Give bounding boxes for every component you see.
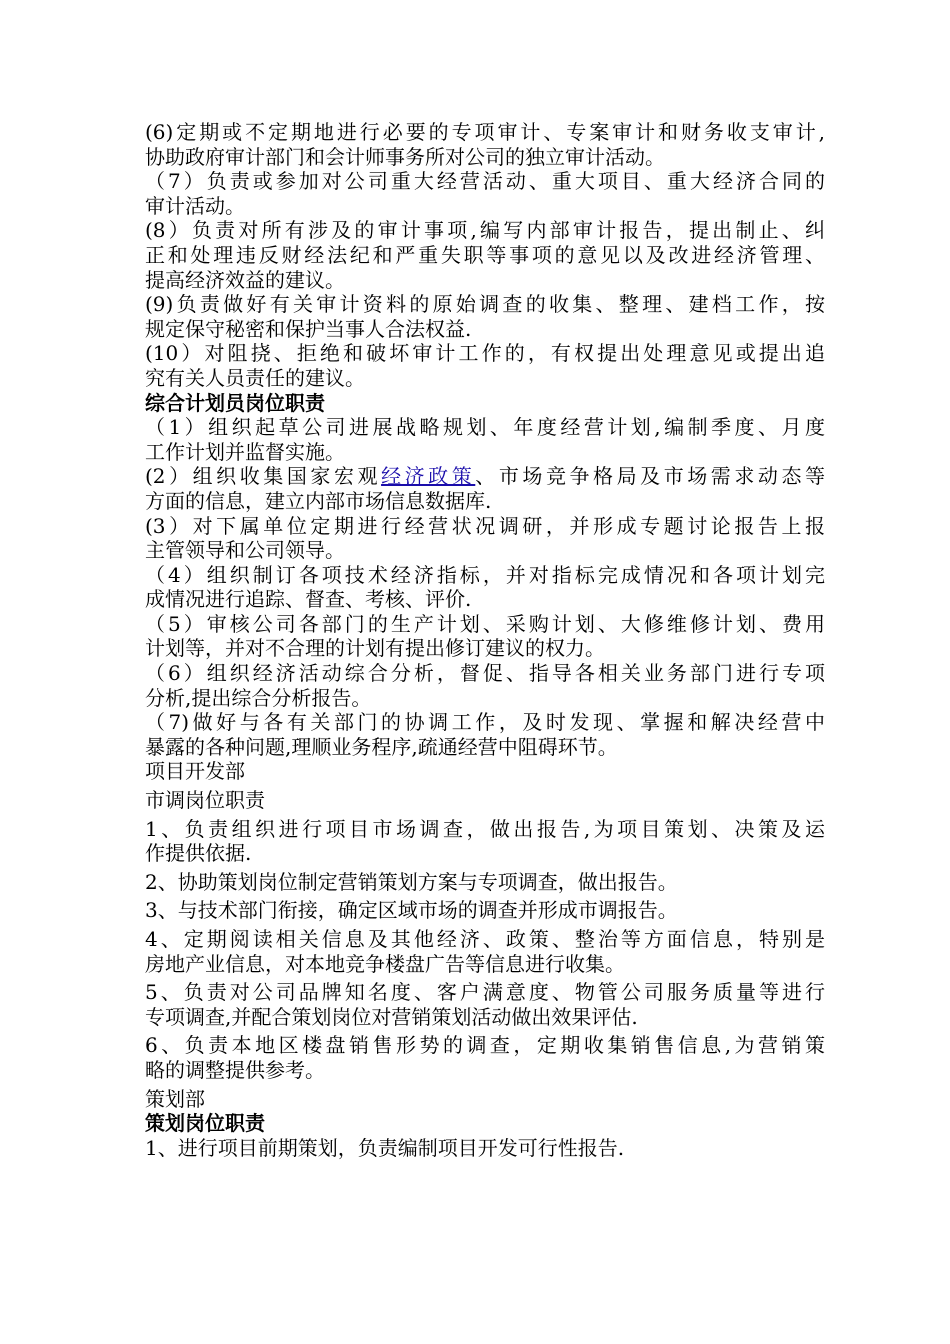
audit-item-8-line-1: (8）负责对所有涉及的审计事项,编写内部审计报告，提出制止、纠 — [145, 218, 825, 243]
planner-item-5-line-2: 计划等，并对不合理的计划有提出修订建议的权力。 — [145, 636, 605, 661]
audit-item-10-line-1: (10）对阻挠、拒绝和破坏审计工作的，有权提出处理意见或提出追 — [145, 341, 825, 366]
audit-item-9-line-2: 规定保守秘密和保护当事人合法权益. — [145, 316, 472, 341]
market-item-2: 2、协助策划岗位制定营销策划方案与专项调查，做出报告。 — [145, 869, 678, 894]
audit-item-6-line-2: 协助政府审计部门和会计师事务所对公司的独立审计活动。 — [145, 144, 665, 169]
market-item-5-line-2: 专项调查,并配合策划岗位对营销策划活动做出效果评估. — [145, 1004, 638, 1029]
audit-item-8-line-3: 提高经济效益的建议。 — [145, 267, 345, 292]
planner-item-7-line-2: 暴露的各种问题,理顺业务程序,疏通经营中阻碍环节。 — [145, 734, 618, 759]
section-heading-planner: 综合计划员岗位职责 — [145, 390, 325, 415]
audit-item-9-line-1: (9)负责做好有关审计资料的原始调查的收集、整理、建档工作，按 — [145, 292, 825, 317]
planner-item-2-line-1 — [145, 464, 825, 489]
planner-item-7-line-1: （7)做好与各有关部门的协调工作，及时发现、掌握和解决经营中 — [145, 710, 825, 735]
audit-item-10-line-2: 究有关人员责任的建议。 — [145, 365, 365, 390]
market-item-6-line-1: 6、负责本地区楼盘销售形势的调查，定期收集销售信息,为营销策 — [145, 1033, 825, 1058]
planner-item-2-suffix: 、市场竞争格局及市场需求动态等 — [475, 464, 825, 489]
planner-item-1-line-1: （1）组织起草公司进展战略规划、年度经营计划,编制季度、月度 — [145, 415, 825, 440]
section-heading-planning: 策划岗位职责 — [145, 1111, 265, 1136]
market-item-1-line-2: 作提供依据. — [145, 841, 252, 866]
market-item-4-line-2: 房地产业信息，对本地竞争楼盘广告等信息进行收集。 — [145, 951, 625, 976]
market-item-3: 3、与技术部门衔接，确定区域市场的调查并形成市调报告。 — [145, 898, 678, 923]
document-page — [145, 120, 825, 1160]
department-title-planning: 策划部 — [145, 1086, 205, 1111]
planner-item-2-prefix: (2）组织收集国家宏观 — [145, 464, 382, 489]
planner-item-1-line-2: 工作计划并监督实施。 — [145, 439, 345, 464]
planner-item-6-line-2: 分析,提出综合分析报告。 — [145, 685, 372, 710]
department-title-project: 项目开发部 — [145, 759, 245, 784]
planner-item-4-line-1: （4）组织制订各项技术经济指标，并对指标完成情况和各项计划完 — [145, 562, 825, 587]
audit-item-8-line-2: 正和处理违反财经法纪和严重失职等事项的意见以及改进经济管理、 — [145, 242, 825, 267]
section-heading-market-research: 市调岗位职责 — [145, 788, 265, 813]
economic-policy-link[interactable]: 经济政策 — [381, 464, 476, 489]
planner-item-3-line-2: 主管领导和公司领导。 — [145, 538, 345, 563]
planner-item-2-line-2: 方面的信息，建立内部市场信息数据库. — [145, 488, 492, 513]
market-item-5-line-1: 5、负责对公司品牌知名度、客户满意度、物管公司服务质量等进行 — [145, 980, 825, 1005]
audit-item-7-line-2: 审计活动。 — [145, 193, 245, 218]
planner-item-5-line-1: （5）审核公司各部门的生产计划、采购计划、大修维修计划、费用 — [145, 611, 825, 636]
planner-item-6-line-1: （6）组织经济活动综合分析，督促、指导各相关业务部门进行专项 — [145, 661, 825, 686]
planner-item-3-line-1: (3）对下属单位定期进行经营状况调研，并形成专题讨论报告上报 — [145, 513, 825, 538]
market-item-1-line-1: 1、负责组织进行项目市场调查，做出报告,为项目策划、决策及运 — [145, 816, 825, 841]
planning-item-1: 1、进行项目前期策划，负责编制项目开发可行性报告. — [145, 1135, 625, 1160]
planner-item-4-line-2: 成情况进行追踪、督查、考核、评价. — [145, 587, 472, 612]
audit-item-7-line-1: （7）负责或参加对公司重大经营活动、重大项目、重大经济合同的 — [145, 169, 825, 194]
market-item-4-line-1: 4、定期阅读相关信息及其他经济、政策、整治等方面信息，特别是 — [145, 927, 825, 951]
audit-item-6-line-1: (6)定期或不定期地进行必要的专项审计、专案审计和财务收支审计, — [145, 120, 825, 144]
market-item-6-line-2: 略的调整提供参考。 — [145, 1057, 325, 1082]
